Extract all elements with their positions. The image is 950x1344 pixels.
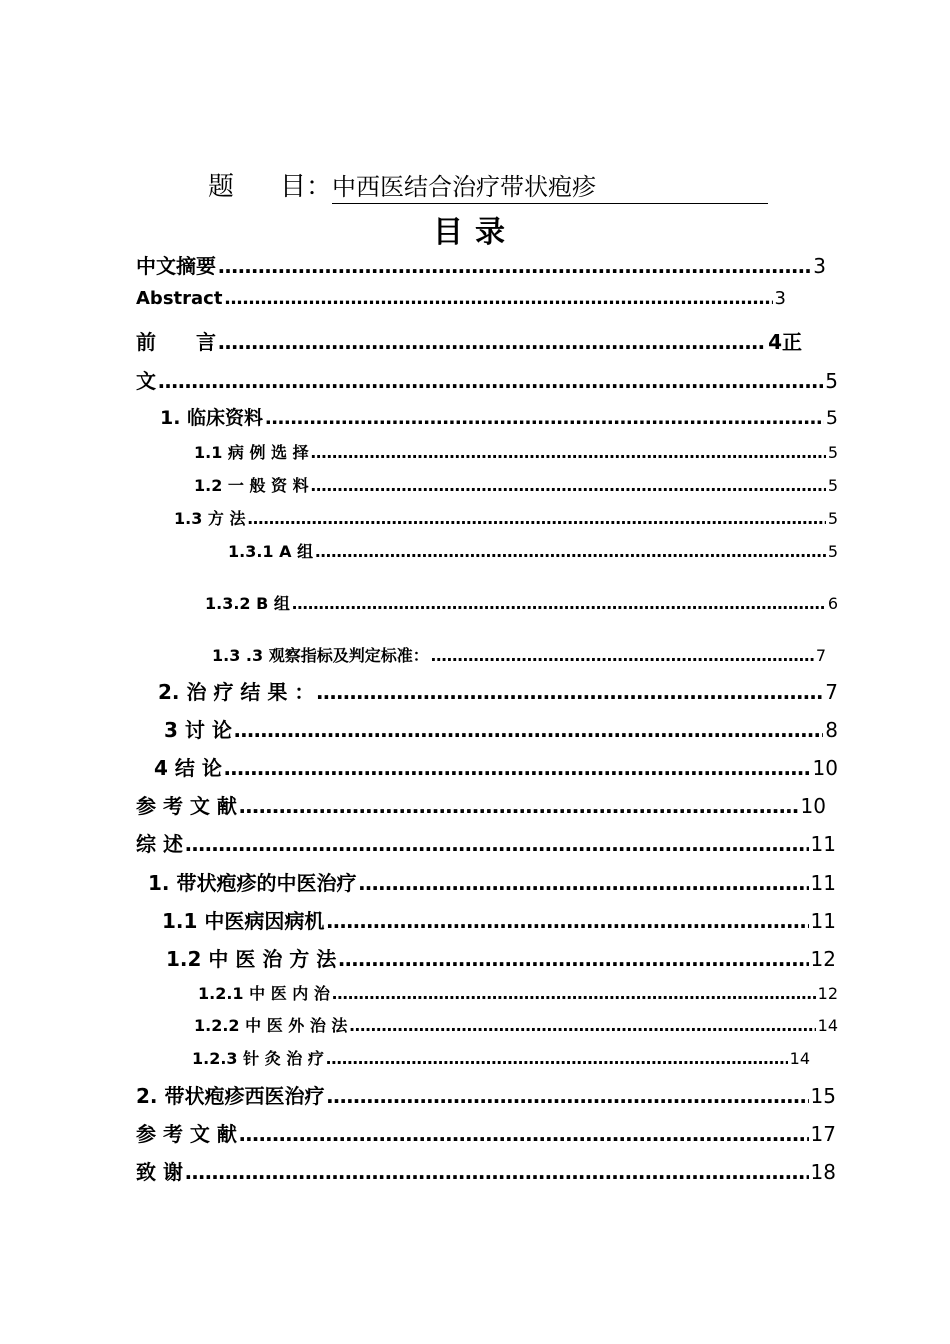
toc-leader-dots (292, 594, 826, 613)
toc-row[interactable] (205, 591, 838, 614)
toc-label: 2. 带状疱疹西医治疗 (136, 1084, 325, 1108)
toc-leader-dots (311, 476, 826, 495)
toc-page-number: 5 (827, 509, 838, 528)
toc-page-number: 12 (810, 947, 836, 971)
toc-page-number: 11 (810, 832, 836, 856)
title-label-2: 目： (280, 172, 333, 202)
toc-row[interactable] (136, 288, 786, 309)
toc-page-number: 8 (825, 718, 838, 742)
toc-row[interactable] (174, 506, 838, 529)
toc-page-number: 12 (817, 984, 838, 1003)
toc-row[interactable] (136, 1080, 836, 1109)
toc-label: 参 考 文 献 (136, 794, 237, 818)
toc-label: 1.1 病 例 选 择 (194, 443, 309, 462)
toc-row[interactable] (136, 828, 836, 857)
toc-row[interactable] (148, 867, 836, 896)
toc-label: 2. 治 疗 结 果 ： (158, 680, 315, 704)
toc-label: 1.2 一 般 资 料 (194, 476, 309, 495)
toc-row[interactable] (136, 1156, 836, 1185)
toc-page-number: 10 (800, 794, 826, 818)
title-value: 中西医结合治疗带状疱疹 (332, 167, 768, 204)
toc-page-number: 11 (810, 909, 836, 933)
toc-leader-dots (239, 1122, 809, 1146)
toc-label: 1.3 .3 观察指标及判定标准： (212, 646, 429, 665)
toc-leader-dots (316, 680, 823, 704)
toc-leader-dots (265, 407, 824, 429)
toc-page-number: 5 (827, 443, 838, 462)
toc-leader-dots (248, 509, 826, 528)
toc-row[interactable] (194, 440, 838, 463)
toc-leader-dots (185, 1160, 809, 1184)
title-label-1: 题 (208, 172, 235, 202)
toc-page-number: 6 (827, 594, 838, 613)
toc-label: 参 考 文 献 (136, 1122, 237, 1146)
toc-row[interactable] (136, 790, 826, 819)
toc-heading: 目录 (433, 215, 517, 250)
toc-label: 1.2.1 中 医 内 治 (198, 984, 330, 1003)
toc-row[interactable] (154, 752, 838, 781)
toc-label: 1.2 中 医 治 方 法 (166, 947, 337, 971)
toc-leader-dots (218, 254, 811, 278)
toc-row[interactable] (162, 905, 836, 934)
toc-row[interactable] (136, 326, 802, 355)
toc-row[interactable] (212, 643, 826, 666)
toc-leader-dots (185, 832, 809, 856)
toc-page-number: 7 (815, 646, 826, 665)
toc-page-number: 5 (825, 407, 838, 429)
toc-leader-dots (218, 330, 766, 354)
toc-page-number: 15 (810, 1084, 836, 1108)
toc-label: 1.3.2 B 组 (205, 594, 290, 613)
toc-page-number: 3 (813, 254, 826, 278)
toc-leader-dots (311, 443, 826, 462)
toc-page-number: 5 (827, 476, 838, 495)
toc-leader-dots (332, 984, 816, 1003)
toc-row[interactable] (194, 473, 838, 496)
toc-leader-dots (158, 369, 823, 393)
toc-leader-dots (234, 718, 823, 742)
toc-leader-dots (224, 756, 811, 780)
toc-leader-dots (338, 947, 808, 971)
toc-page-number: 5 (825, 369, 838, 393)
toc-page-number: 7 (825, 680, 838, 704)
toc-label: 1.2.3 针 灸 治 疗 (192, 1049, 324, 1068)
toc-label: 文 (136, 369, 156, 393)
toc-leader-dots (326, 1084, 808, 1108)
toc-leader-dots (326, 909, 808, 933)
toc-leader-dots (431, 646, 814, 665)
toc-leader-dots (315, 542, 826, 561)
toc-label: 前 言 (136, 330, 216, 354)
toc-page-number: 18 (810, 1160, 836, 1184)
toc-page-number: 5 (827, 542, 838, 561)
toc-page-number: 17 (810, 1122, 836, 1146)
toc-label: 综 述 (136, 832, 183, 856)
toc-leader-dots (224, 288, 772, 309)
toc-leader-dots (239, 794, 799, 818)
toc-label: Abstract (136, 288, 223, 309)
toc-label: 中文摘要 (136, 254, 216, 278)
toc-label: 4 结 论 (154, 756, 222, 780)
toc-page-number: 3 (774, 288, 786, 309)
toc-row[interactable] (164, 714, 838, 743)
toc-page-number: 11 (810, 871, 836, 895)
toc-row[interactable] (194, 1013, 838, 1036)
thesis-title (208, 166, 768, 204)
toc-leader-dots (358, 871, 808, 895)
toc-label: 1.2.2 中 医 外 治 法 (194, 1016, 348, 1035)
toc-label: 1.1 中医病因病机 (162, 909, 325, 933)
toc-row[interactable] (160, 403, 838, 430)
toc-row[interactable] (136, 250, 826, 279)
toc-page-number: 10 (812, 756, 838, 780)
toc-row[interactable] (228, 539, 838, 562)
toc-leader-dots (326, 1049, 788, 1068)
toc-page-number: 14 (817, 1016, 838, 1035)
toc-page-number: 4正 (768, 330, 802, 354)
toc-label: 1.3.1 A 组 (228, 542, 314, 561)
toc-label: 1. 临床资料 (160, 407, 264, 429)
toc-row[interactable] (136, 365, 838, 394)
toc-row[interactable] (158, 676, 838, 705)
toc-row[interactable] (136, 1118, 836, 1147)
toc-label: 致 谢 (136, 1160, 183, 1184)
toc-label: 3 讨 论 (164, 718, 232, 742)
toc-row[interactable] (198, 981, 838, 1004)
toc-page-number: 14 (789, 1049, 810, 1068)
toc-leader-dots (349, 1016, 815, 1035)
toc-label: 1. 带状疱疹的中医治疗 (148, 871, 357, 895)
toc-row[interactable] (192, 1046, 810, 1069)
toc-row[interactable] (166, 943, 836, 972)
toc-label: 1.3 方 法 (174, 509, 246, 528)
